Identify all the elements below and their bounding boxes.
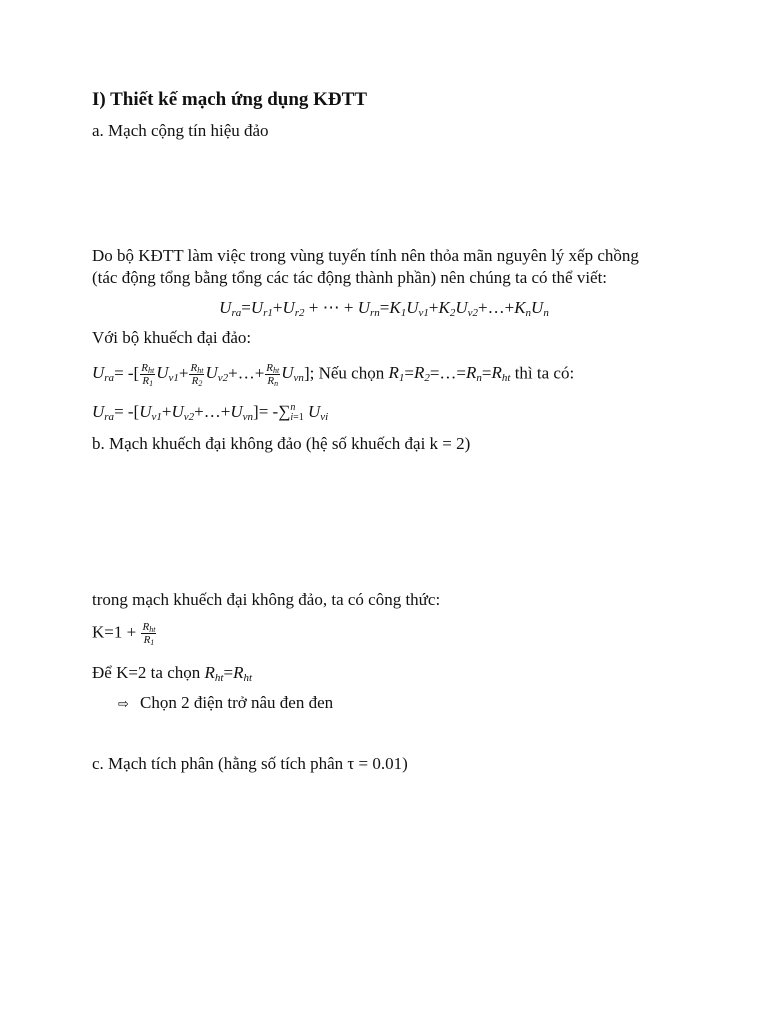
- part-a-heading: a. Mạch cộng tín hiệu đảo: [92, 121, 269, 140]
- section-title: I) Thiết kế mạch ứng dụng KĐTT: [92, 89, 367, 110]
- resistor-choice: Để K=2 ta chọn $R_{ht}=R_{ht}$: [92, 663, 253, 684]
- bullet-text: Chọn 2 điện trở nâu đen đen: [140, 693, 334, 712]
- then-text: thì ta có:: [510, 363, 575, 383]
- choose-text: ; Nếu chọn: [309, 363, 389, 383]
- gain-prefix: K=1 +: [92, 622, 141, 642]
- right-arrow-icon: ⇨: [118, 697, 129, 712]
- resistor-bullet: [118, 692, 333, 716]
- inverting-amp-label: Với bộ khuếch đại đảo:: [92, 328, 252, 347]
- part-c-heading: c. Mạch tích phân (hằng số tích phân τ = 0.01): [92, 754, 408, 773]
- part-b-heading: b. Mạch khuếch đại không đảo (hệ số khuếch đại k = 2): [92, 434, 471, 453]
- superposition-formula: $U_{ra}=U_{r1}+U_{r2}$ + ⋯ + $U_{rn}=K_1U_{v1}+K_2U_{v2}+\dots+K_nU_n$: [219, 298, 549, 319]
- gain-formula: K=1 + $\frac{R_{ht}}{R_1}$: [92, 621, 156, 647]
- inverting-sum-formula: $U_{ra}=$ -[ $\frac{R_{ht}}{R_1}$ $U_{v1}+$ $\frac{R_{ht}}{R_2}$ $U_{v2}+\dots+$ $\frac{R_{ht}}{R_n}$ $U_{vn}$]; Nếu chọn $R_1=R_2=\dots=R_n=R_{ht}$ thì ta có:: [92, 362, 575, 388]
- sum-result-formula: $U_{ra}=$ $-[U_{v1}+U_{v2}+\dots+U_{vn}]=$ -∑ n i=1 $U_{vi}$: [92, 402, 329, 424]
- choice-prefix: Để K=2 ta chọn: [92, 663, 205, 682]
- non-inverting-formula-intro: trong mạch khuếch đại không đảo, ta có công thức:: [92, 590, 441, 609]
- superposition-line-2: (tác động tổng bằng tổng các tác động thành phần) nên chúng ta có thể viết:: [92, 268, 608, 287]
- superposition-line-1: Do bộ KĐTT làm việc trong vùng tuyến tính nên thỏa mãn nguyên lý xếp chồng: [92, 246, 639, 265]
